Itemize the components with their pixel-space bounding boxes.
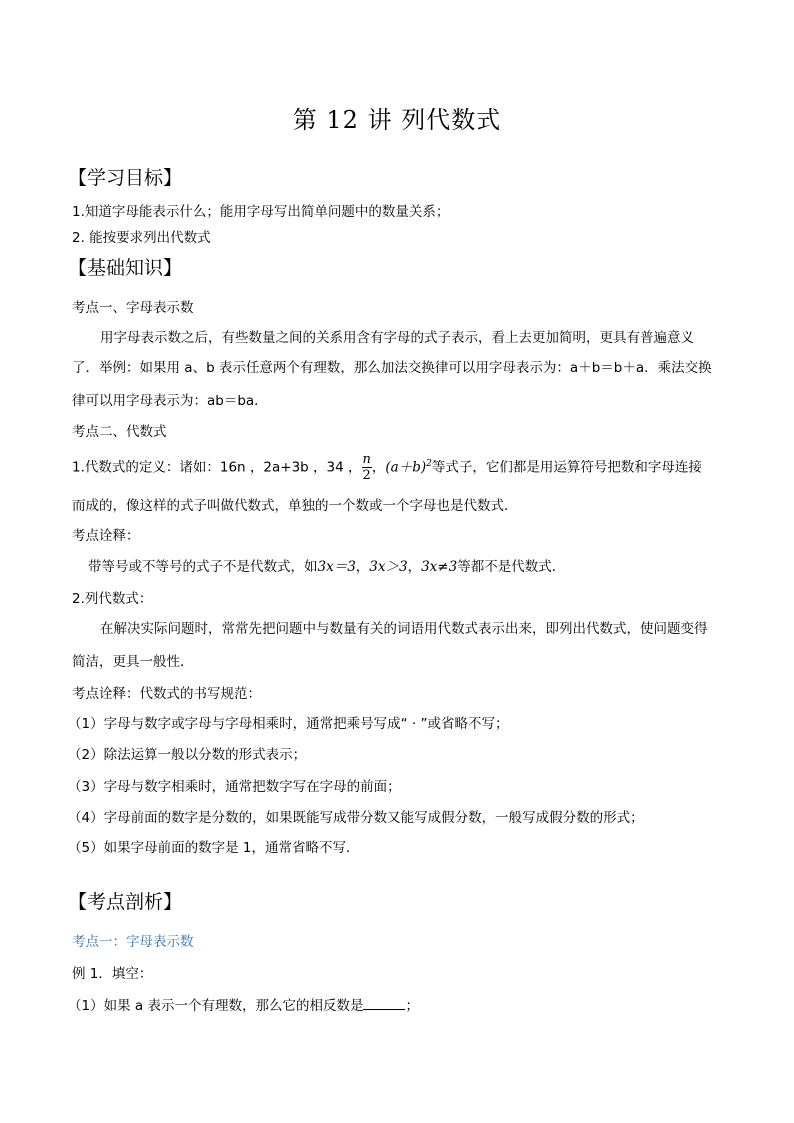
definition-suffix: 等式子，它们都是用运算符号把数和字母连接 — [431, 459, 702, 476]
list-para-line1: 在解决实际问题时，常常先把问题中与数量有关的词语用代数式表示出来，即列出代数式，使问题变得 — [100, 621, 708, 637]
note-heading: 考点诠释： — [72, 528, 140, 544]
rules-heading: 考点诠释：代数式的书写规范： — [72, 686, 261, 702]
note-expr-eq: 3x＝3 — [317, 559, 356, 575]
fraction-n-over-2 — [362, 452, 372, 483]
note-sep-1: ， — [355, 559, 370, 575]
point1-heading: 考点一、字母表示数 — [72, 300, 194, 316]
note-suffix: 等都不是代数式． — [457, 559, 566, 575]
objective-2: 2. 能按要求列出代数式 — [72, 230, 211, 246]
question-1-suffix: ； — [405, 998, 419, 1014]
rule-2: （2）除法运算一般以分数的形式表示； — [68, 747, 307, 763]
expr-exponent: 2 — [426, 459, 432, 469]
fraction-numerator: n — [362, 452, 371, 467]
rule-1: （1）字母与数字或字母与字母相乘时，通常把乘号写成“ · ”或省略不写； — [68, 716, 509, 732]
expr-comma: ， — [371, 459, 386, 476]
section-basics: 【基础知识】 — [68, 257, 183, 279]
expr-a-plus-b: (a＋b) — [385, 459, 427, 476]
note-expr-gt: 3x＞3 — [369, 559, 408, 575]
section-objectives: 【学习目标】 — [68, 167, 183, 189]
rule-4: （4）字母前面的数字是分数的，如果既能写成带分数又能写成假分数，一般写成假分数的形式； — [68, 810, 644, 826]
note-sep-2: ， — [407, 559, 422, 575]
note-prefix: 带等号或不等号的式子不是代数式，如 — [88, 559, 318, 575]
question-1 — [68, 994, 419, 1014]
analysis-point-label: 考点一：字母表示数 — [72, 934, 194, 950]
fraction-denominator: 2 — [362, 468, 371, 483]
point1-para-line3: 律可以用字母表示为：ab＝ba． — [72, 393, 268, 409]
definition-line1 — [72, 449, 702, 483]
note-line — [88, 555, 565, 575]
example-label: 例 1．填空： — [72, 966, 153, 982]
definition-line2: 而成的，像这样的式子叫做代数式，单独的一个数或一个字母也是代数式． — [72, 498, 518, 514]
objective-1: 1.知道字母能表示什么；能用字母写出简单问题中的数量关系； — [72, 204, 450, 220]
point1-para-line2: 了．举例：如果用 a、b 表示任意两个有理数，那么加法交换律可以用字母表示为：a＋b＝b＋a．乘法交换 — [72, 360, 712, 376]
answer-blank — [363, 997, 405, 1010]
point2-heading: 考点二、代数式 — [72, 424, 167, 440]
list-para-line2: 简洁，更具一般性． — [72, 654, 194, 670]
page-title: 第 12 讲 列代数式 — [292, 106, 502, 134]
point1-para-line1: 用字母表示数之后，有些数量之间的关系用含有字母的式子表示，看上去更加简明，更具有普遍意义 — [100, 330, 694, 346]
section-analysis: 【考点剖析】 — [68, 891, 183, 913]
note-expr-neq: 3x≠3 — [421, 559, 458, 575]
definition-prefix: 1.代数式的定义：诸如：16n ，2a+3b ，34 ， — [72, 459, 362, 476]
question-1-prefix: （1）如果 a 表示一个有理数，那么它的相反数是 — [68, 998, 364, 1014]
rule-5: （5）如果字母前面的数字是 1，通常省略不写． — [68, 840, 360, 856]
list-heading: 2.列代数式： — [72, 591, 153, 607]
rule-3: （3）字母与数字相乘时，通常把数字写在字母的前面； — [68, 779, 401, 795]
